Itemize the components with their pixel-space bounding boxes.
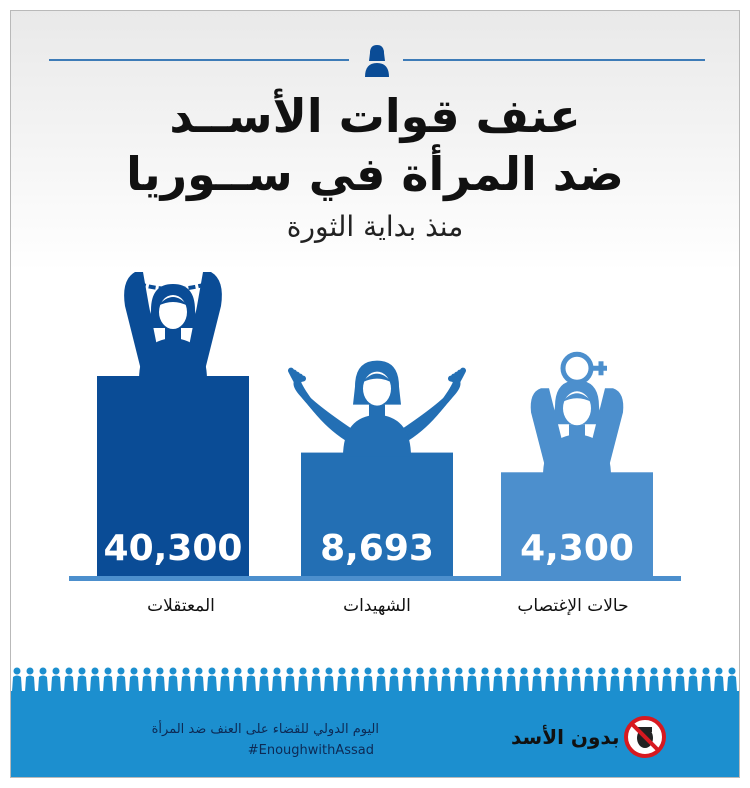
person-icon [428, 668, 438, 693]
title-line-1: عنف قوات الأســد [169, 89, 581, 143]
person-icon [584, 668, 594, 693]
footer-text: اليوم الدولي للقضاء على العنف ضد المرأة [151, 722, 379, 737]
brand-logo-text: بدون الأسد [511, 725, 620, 749]
person-icon [597, 668, 607, 693]
person-icon [636, 668, 646, 693]
infographic-frame [10, 10, 740, 778]
person-icon [610, 668, 620, 693]
person-icon [246, 668, 256, 693]
subtitle: منذ بداية الثورة [286, 210, 464, 243]
person-icon [701, 668, 711, 693]
person-icon [12, 668, 22, 693]
person-icon [142, 668, 152, 693]
person-icon [480, 668, 490, 693]
wing-feather-left [297, 379, 356, 435]
wing-feather-right [399, 379, 458, 435]
no-assad-icon [623, 715, 667, 759]
person-icon [727, 668, 737, 693]
person-icon [207, 668, 217, 693]
person-icon [220, 668, 230, 693]
person-icon [675, 668, 685, 693]
person-icon [363, 668, 373, 693]
winged-woman-icon [343, 361, 411, 457]
person-icon [337, 668, 347, 693]
person-icon [298, 668, 308, 693]
person-icon [38, 668, 48, 693]
person-icon [350, 668, 360, 693]
data-label-1: 8,693 [320, 528, 434, 569]
person-icon [376, 668, 386, 693]
category-label-martyrs: الشهيدات [343, 596, 411, 616]
category-label-detainees: المعتقلات [147, 596, 215, 616]
person-icon [649, 668, 659, 693]
person-icon [532, 668, 542, 693]
person-icon [402, 668, 412, 693]
person-icon [311, 668, 321, 693]
people-row-decoration [11, 666, 739, 692]
person-icon [168, 668, 178, 693]
person-icon [155, 668, 165, 693]
person-icon [259, 668, 269, 693]
category-label-rape-cases: حالات الإغتصاب [517, 596, 629, 616]
person-icon [194, 668, 204, 693]
person-icon [129, 668, 139, 693]
person-icon [64, 668, 74, 693]
person-icon [77, 668, 87, 693]
title-line-2: ضد المرأة في ســوريا [126, 147, 624, 201]
person-icon [558, 668, 568, 693]
person-icon [51, 668, 61, 693]
person-icon [467, 668, 477, 693]
footer-bar [11, 691, 739, 777]
person-icon [272, 668, 282, 693]
person-icon [90, 668, 100, 693]
person-icon [103, 668, 113, 693]
person-icon [519, 668, 529, 693]
person-icon [415, 668, 425, 693]
footer-hashtag: #EnoughwithAssad [247, 743, 374, 758]
person-icon [25, 668, 35, 693]
person-icon [454, 668, 464, 693]
woman-symbol-icon [563, 354, 591, 382]
person-icon [714, 668, 724, 693]
person-icon [623, 668, 633, 693]
data-label-2: 4,300 [520, 528, 634, 569]
person-icon [545, 668, 555, 693]
person-icon [441, 668, 451, 693]
person-icon [493, 668, 503, 693]
person-icon [571, 668, 581, 693]
data-label-0: 40,300 [103, 528, 243, 569]
person-icon [181, 668, 191, 693]
person-icon [506, 668, 516, 693]
person-icon [285, 668, 295, 693]
person-icon [233, 668, 243, 693]
person-icon [662, 668, 672, 693]
bar-chart [11, 11, 739, 651]
person-icon [389, 668, 399, 693]
chart-baseline [69, 576, 681, 581]
person-icon [324, 668, 334, 693]
person-icon [688, 668, 698, 693]
person-icon [116, 668, 126, 693]
